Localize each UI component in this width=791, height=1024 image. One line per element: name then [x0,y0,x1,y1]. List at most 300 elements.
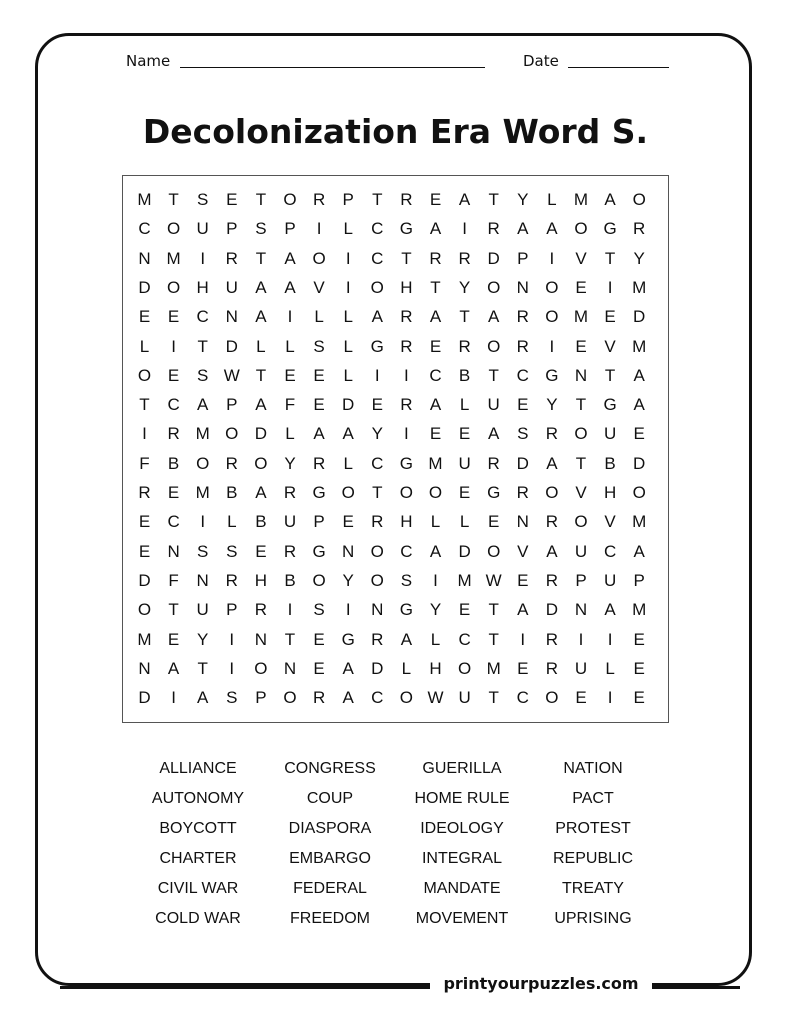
grid-letter[interactable]: P [226,600,238,620]
grid-letter[interactable]: V [604,512,616,532]
grid-letter[interactable]: T [197,658,208,678]
grid-letter[interactable]: E [138,512,151,532]
grid-letter[interactable]: M [137,190,152,209]
grid-letter[interactable]: Y [371,424,383,444]
grid-letter[interactable]: A [546,219,558,239]
grid-letter[interactable]: I [142,424,147,444]
grid-letter[interactable]: R [312,453,326,473]
grid-letter[interactable]: E [167,483,180,502]
grid-letter[interactable]: R [458,336,471,356]
grid-letter[interactable]: I [607,688,613,708]
grid-letter[interactable]: N [516,512,529,532]
grid-letter[interactable]: I [607,277,613,297]
grid-letter[interactable]: C [603,541,617,561]
grid-letter[interactable]: D [342,395,355,415]
grid-letter[interactable]: E [633,658,645,678]
grid-letter[interactable]: A [429,307,442,327]
grid-letter[interactable]: E [458,600,471,620]
grid-letter[interactable]: T [168,600,179,620]
grid-letter[interactable]: I [200,512,206,532]
grid-letter[interactable]: U [458,453,471,473]
grid-letter[interactable]: C [516,365,529,385]
grid-letter[interactable]: G [399,600,413,620]
grid-letter[interactable]: W [427,688,444,708]
grid-letter[interactable]: O [487,336,501,356]
grid-letter[interactable]: L [343,219,353,239]
grid-letter[interactable]: R [400,395,413,415]
grid-letter[interactable]: D [633,307,646,327]
grid-letter[interactable]: E [313,365,325,385]
grid-letter[interactable]: V [313,277,325,297]
grid-letter[interactable]: O [312,248,326,268]
grid-letter[interactable]: R [400,307,413,327]
grid-letter[interactable]: E [167,307,180,327]
grid-letter[interactable]: O [312,570,326,590]
name-field-line[interactable] [180,67,485,68]
grid-letter[interactable]: S [517,424,529,444]
grid-letter[interactable]: A [255,395,267,415]
grid-letter[interactable]: C [371,219,384,239]
grid-letter[interactable]: H [400,512,413,532]
grid-letter[interactable]: C [516,688,529,708]
grid-letter[interactable]: O [225,424,239,444]
grid-letter[interactable]: E [167,365,180,385]
grid-letter[interactable]: A [633,541,645,561]
grid-letter[interactable]: A [313,424,325,444]
grid-letter[interactable]: G [603,219,617,239]
grid-letter[interactable]: R [225,248,238,268]
grid-letter[interactable]: C [138,219,151,239]
grid-letter[interactable]: L [314,307,324,327]
grid-letter[interactable]: T [168,190,179,209]
grid-letter[interactable]: N [574,600,588,620]
grid-letter[interactable]: M [573,307,589,327]
grid-letter[interactable]: C [371,688,384,708]
grid-letter[interactable]: B [284,570,296,590]
grid-letter[interactable]: S [226,541,238,561]
grid-letter[interactable]: A [255,277,267,297]
grid-letter[interactable]: N [167,541,180,561]
grid-letter[interactable]: A [400,629,413,649]
grid-letter[interactable]: P [313,512,325,532]
grid-letter[interactable]: R [516,483,529,502]
grid-letter[interactable]: N [254,629,268,649]
grid-letter[interactable]: L [459,395,470,415]
grid-letter[interactable]: M [137,629,152,649]
grid-letter[interactable]: G [399,453,413,473]
grid-letter[interactable]: D [225,336,238,356]
grid-letter[interactable]: P [633,570,645,590]
grid-letter[interactable]: A [458,190,471,209]
grid-letter[interactable]: U [487,395,500,415]
grid-letter[interactable]: R [633,219,646,239]
grid-letter[interactable]: A [546,453,558,473]
grid-letter[interactable]: L [459,512,470,532]
grid-letter[interactable]: Y [633,248,645,268]
grid-letter[interactable]: T [255,190,267,209]
grid-letter[interactable]: C [167,395,180,415]
grid-letter[interactable]: E [167,629,180,649]
grid-letter[interactable]: U [283,512,297,532]
grid-letter[interactable]: G [545,365,559,385]
grid-letter[interactable]: M [632,600,647,620]
grid-letter[interactable]: O [254,453,268,473]
grid-letter[interactable]: R [138,483,151,502]
grid-letter[interactable]: N [138,248,151,268]
grid-letter[interactable]: C [371,453,384,473]
grid-letter[interactable]: R [487,219,500,239]
grid-letter[interactable]: O [137,365,152,385]
grid-letter[interactable]: C [458,629,471,649]
grid-letter[interactable]: S [197,365,209,385]
grid-letter[interactable]: V [575,483,587,502]
grid-letter[interactable]: R [312,688,326,708]
grid-letter[interactable]: M [195,424,210,444]
grid-letter[interactable]: S [313,600,325,620]
grid-letter[interactable]: E [313,395,325,415]
grid-letter[interactable]: O [545,277,559,297]
grid-letter[interactable]: A [517,219,529,239]
grid-letter[interactable]: A [197,395,209,415]
grid-letter[interactable]: I [345,248,351,268]
grid-letter[interactable]: B [255,512,267,532]
grid-letter[interactable]: A [371,307,383,327]
grid-letter[interactable]: D [516,453,529,473]
grid-letter[interactable]: Y [429,600,442,620]
grid-letter[interactable]: R [545,424,559,444]
grid-letter[interactable]: E [517,658,529,678]
grid-letter[interactable]: D [254,424,268,444]
grid-letter[interactable]: O [196,453,210,473]
grid-letter[interactable]: E [342,512,354,532]
grid-letter[interactable]: N [371,600,384,620]
grid-letter[interactable]: O [574,512,588,532]
grid-letter[interactable]: L [430,629,441,649]
grid-letter[interactable]: P [517,248,529,268]
grid-letter[interactable]: L [343,453,353,473]
grid-letter[interactable]: C [371,248,384,268]
grid-letter[interactable]: B [226,483,238,502]
grid-letter[interactable]: A [429,541,442,561]
grid-letter[interactable]: O [632,483,646,502]
grid-letter[interactable]: E [138,541,151,561]
grid-letter[interactable]: U [603,424,617,444]
grid-letter[interactable]: I [229,629,235,649]
grid-letter[interactable]: T [488,365,499,385]
grid-letter[interactable]: T [401,248,412,268]
grid-letter[interactable]: V [517,541,529,561]
grid-letter[interactable]: H [400,277,413,297]
grid-letter[interactable]: A [197,688,209,708]
grid-letter[interactable]: L [285,424,295,444]
grid-letter[interactable]: R [400,336,413,356]
grid-letter[interactable]: B [458,365,471,385]
grid-letter[interactable]: I [287,600,293,620]
grid-letter[interactable]: B [167,453,180,473]
grid-letter[interactable]: H [254,570,268,590]
grid-letter[interactable]: M [166,248,181,268]
grid-letter[interactable]: D [371,658,384,678]
grid-letter[interactable]: G [370,336,384,356]
grid-letter[interactable]: N [225,307,238,327]
grid-letter[interactable]: L [401,658,412,678]
grid-letter[interactable]: T [488,688,499,708]
grid-letter[interactable]: T [372,483,383,502]
grid-letter[interactable]: T [284,629,296,649]
grid-letter[interactable]: E [517,395,529,415]
grid-letter[interactable]: S [255,219,267,239]
grid-letter[interactable]: U [458,688,471,708]
grid-letter[interactable]: C [196,307,209,327]
grid-letter[interactable]: L [605,658,615,678]
grid-letter[interactable]: L [343,336,353,356]
grid-letter[interactable]: H [603,483,617,502]
grid-letter[interactable]: I [607,629,613,649]
grid-letter[interactable]: L [343,307,353,327]
grid-letter[interactable]: G [312,541,326,561]
grid-letter[interactable]: U [603,570,617,590]
grid-letter[interactable]: O [399,483,413,502]
grid-letter[interactable]: T [575,453,587,473]
grid-letter[interactable]: A [255,483,267,502]
grid-letter[interactable]: E [633,424,645,444]
grid-letter[interactable]: U [225,277,238,297]
grid-letter[interactable]: D [487,248,500,268]
grid-letter[interactable]: H [196,277,209,297]
grid-letter[interactable]: G [341,629,355,649]
grid-letter[interactable]: T [372,190,383,209]
grid-letter[interactable]: S [226,688,238,708]
grid-letter[interactable]: R [429,248,442,268]
grid-letter[interactable]: E [429,190,442,209]
grid-letter[interactable]: D [138,277,151,297]
grid-letter[interactable]: A [604,190,616,209]
grid-letter[interactable]: T [604,248,616,268]
grid-letter[interactable]: A [517,600,529,620]
grid-letter[interactable]: V [575,248,587,268]
grid-letter[interactable]: R [516,336,529,356]
grid-letter[interactable]: N [196,570,209,590]
grid-letter[interactable]: B [604,453,616,473]
grid-letter[interactable]: A [429,219,442,239]
grid-letter[interactable]: R [225,453,238,473]
grid-letter[interactable]: A [633,395,645,415]
grid-letter[interactable]: O [632,190,646,209]
grid-letter[interactable]: R [312,190,326,209]
grid-letter[interactable]: Y [458,277,471,297]
grid-letter[interactable]: O [545,307,559,327]
grid-letter[interactable]: O [370,277,384,297]
grid-letter[interactable]: I [171,688,176,708]
grid-letter[interactable]: L [343,365,353,385]
grid-letter[interactable]: P [226,219,238,239]
grid-letter[interactable]: M [428,453,443,473]
grid-letter[interactable]: O [370,541,384,561]
grid-letter[interactable]: P [284,219,296,239]
grid-letter[interactable]: E [226,190,238,209]
grid-letter[interactable]: O [574,424,588,444]
grid-letter[interactable]: T [488,629,499,649]
grid-letter[interactable]: L [285,336,295,356]
grid-letter[interactable]: M [573,190,589,209]
grid-letter[interactable]: T [488,190,499,209]
grid-letter[interactable]: Y [197,629,209,649]
grid-letter[interactable]: O [487,277,501,297]
grid-letter[interactable]: A [604,600,616,620]
grid-letter[interactable]: E [575,336,587,356]
grid-letter[interactable]: G [312,483,326,502]
grid-letter[interactable]: E [633,629,645,649]
grid-letter[interactable]: M [457,570,472,590]
grid-letter[interactable]: D [138,570,151,590]
grid-letter[interactable]: S [197,190,209,209]
grid-letter[interactable]: R [487,453,500,473]
grid-letter[interactable]: F [168,570,179,590]
grid-letter[interactable]: A [488,307,500,327]
grid-letter[interactable]: E [255,541,267,561]
grid-letter[interactable]: I [200,248,206,268]
grid-letter[interactable]: A [429,395,442,415]
grid-letter[interactable]: L [227,512,237,532]
grid-letter[interactable]: A [284,248,296,268]
grid-letter[interactable]: O [283,190,297,209]
grid-letter[interactable]: U [574,658,588,678]
grid-letter[interactable]: E [575,277,587,297]
grid-letter[interactable]: N [516,277,529,297]
grid-letter[interactable]: O [545,688,559,708]
grid-letter[interactable]: R [400,190,413,209]
grid-letter[interactable]: U [196,600,209,620]
grid-letter[interactable]: C [400,541,413,561]
grid-letter[interactable]: S [313,336,325,356]
grid-letter[interactable]: U [574,541,588,561]
grid-letter[interactable]: E [138,307,151,327]
grid-letter[interactable]: O [166,277,181,297]
grid-letter[interactable]: R [283,541,297,561]
grid-letter[interactable]: E [313,629,325,649]
grid-letter[interactable]: G [487,483,501,502]
grid-letter[interactable]: I [316,219,322,239]
grid-letter[interactable]: L [256,336,266,356]
grid-letter[interactable]: E [633,688,645,708]
grid-letter[interactable]: S [400,570,413,590]
grid-letter[interactable]: O [399,688,413,708]
grid-letter[interactable]: E [575,688,587,708]
grid-letter[interactable]: R [283,483,297,502]
grid-letter[interactable]: R [545,512,559,532]
grid-letter[interactable]: A [284,277,296,297]
grid-letter[interactable]: E [429,424,442,444]
grid-letter[interactable]: E [371,395,383,415]
grid-letter[interactable]: D [633,453,646,473]
grid-letter[interactable]: F [284,395,296,415]
grid-letter[interactable]: E [604,307,616,327]
grid-letter[interactable]: M [486,658,501,678]
grid-letter[interactable]: D [545,600,559,620]
grid-letter[interactable]: Y [342,570,354,590]
date-field-line[interactable] [568,67,669,68]
grid-letter[interactable]: T [255,248,267,268]
grid-letter[interactable]: A [342,658,354,678]
grid-letter[interactable]: I [578,629,584,649]
grid-letter[interactable]: M [632,512,647,532]
grid-letter[interactable]: O [254,658,268,678]
grid-letter[interactable]: L [139,336,150,356]
grid-letter[interactable]: E [458,424,471,444]
grid-letter[interactable]: O [487,541,501,561]
grid-letter[interactable]: R [371,512,384,532]
grid-letter[interactable]: R [254,600,268,620]
grid-letter[interactable]: T [459,307,470,327]
grid-letter[interactable]: P [575,570,587,590]
grid-letter[interactable]: Y [546,395,558,415]
grid-letter[interactable]: E [313,658,325,678]
grid-letter[interactable]: L [430,512,441,532]
grid-letter[interactable]: E [429,336,442,356]
grid-letter[interactable]: I [549,336,555,356]
grid-letter[interactable]: E [458,483,471,502]
grid-letter[interactable]: R [516,307,529,327]
grid-letter[interactable]: I [520,629,526,649]
grid-letter[interactable]: O [574,219,588,239]
grid-letter[interactable]: W [223,365,240,385]
grid-letter[interactable]: M [195,483,210,502]
grid-letter[interactable]: M [632,277,647,297]
grid-letter[interactable]: A [167,658,180,678]
grid-letter[interactable]: I [433,570,438,590]
grid-letter[interactable]: A [342,688,354,708]
grid-letter[interactable]: O [428,483,443,502]
grid-letter[interactable]: C [167,512,180,532]
grid-letter[interactable]: A [546,541,558,561]
grid-letter[interactable]: R [167,424,180,444]
grid-letter[interactable]: O [457,658,472,678]
grid-letter[interactable]: O [545,483,559,502]
grid-letter[interactable]: G [399,219,413,239]
grid-letter[interactable]: W [485,570,502,590]
grid-letter[interactable]: P [342,190,354,209]
grid-letter[interactable]: O [341,483,355,502]
grid-letter[interactable]: M [632,336,647,356]
grid-letter[interactable]: I [462,219,467,239]
grid-letter[interactable]: I [404,365,409,385]
grid-letter[interactable]: T [575,395,587,415]
grid-letter[interactable]: I [404,424,409,444]
grid-letter[interactable]: R [458,248,471,268]
grid-letter[interactable]: N [574,365,588,385]
grid-letter[interactable]: P [226,395,238,415]
grid-letter[interactable]: T [430,277,441,297]
grid-letter[interactable]: I [287,307,293,327]
grid-letter[interactable]: N [283,658,297,678]
grid-letter[interactable]: T [488,600,499,620]
grid-letter[interactable]: O [283,688,297,708]
grid-letter[interactable]: R [545,658,559,678]
grid-letter[interactable]: A [633,365,645,385]
grid-letter[interactable]: U [196,219,209,239]
grid-letter[interactable]: P [255,688,267,708]
grid-letter[interactable]: D [458,541,471,561]
grid-letter[interactable]: N [138,658,151,678]
grid-letter[interactable]: I [345,277,351,297]
grid-letter[interactable]: C [429,365,442,385]
grid-letter[interactable]: Y [284,453,296,473]
grid-letter[interactable]: E [517,570,529,590]
grid-letter[interactable]: E [488,512,500,532]
grid-letter[interactable]: R [225,570,238,590]
grid-letter[interactable]: Y [517,190,529,209]
grid-letter[interactable]: G [603,395,617,415]
